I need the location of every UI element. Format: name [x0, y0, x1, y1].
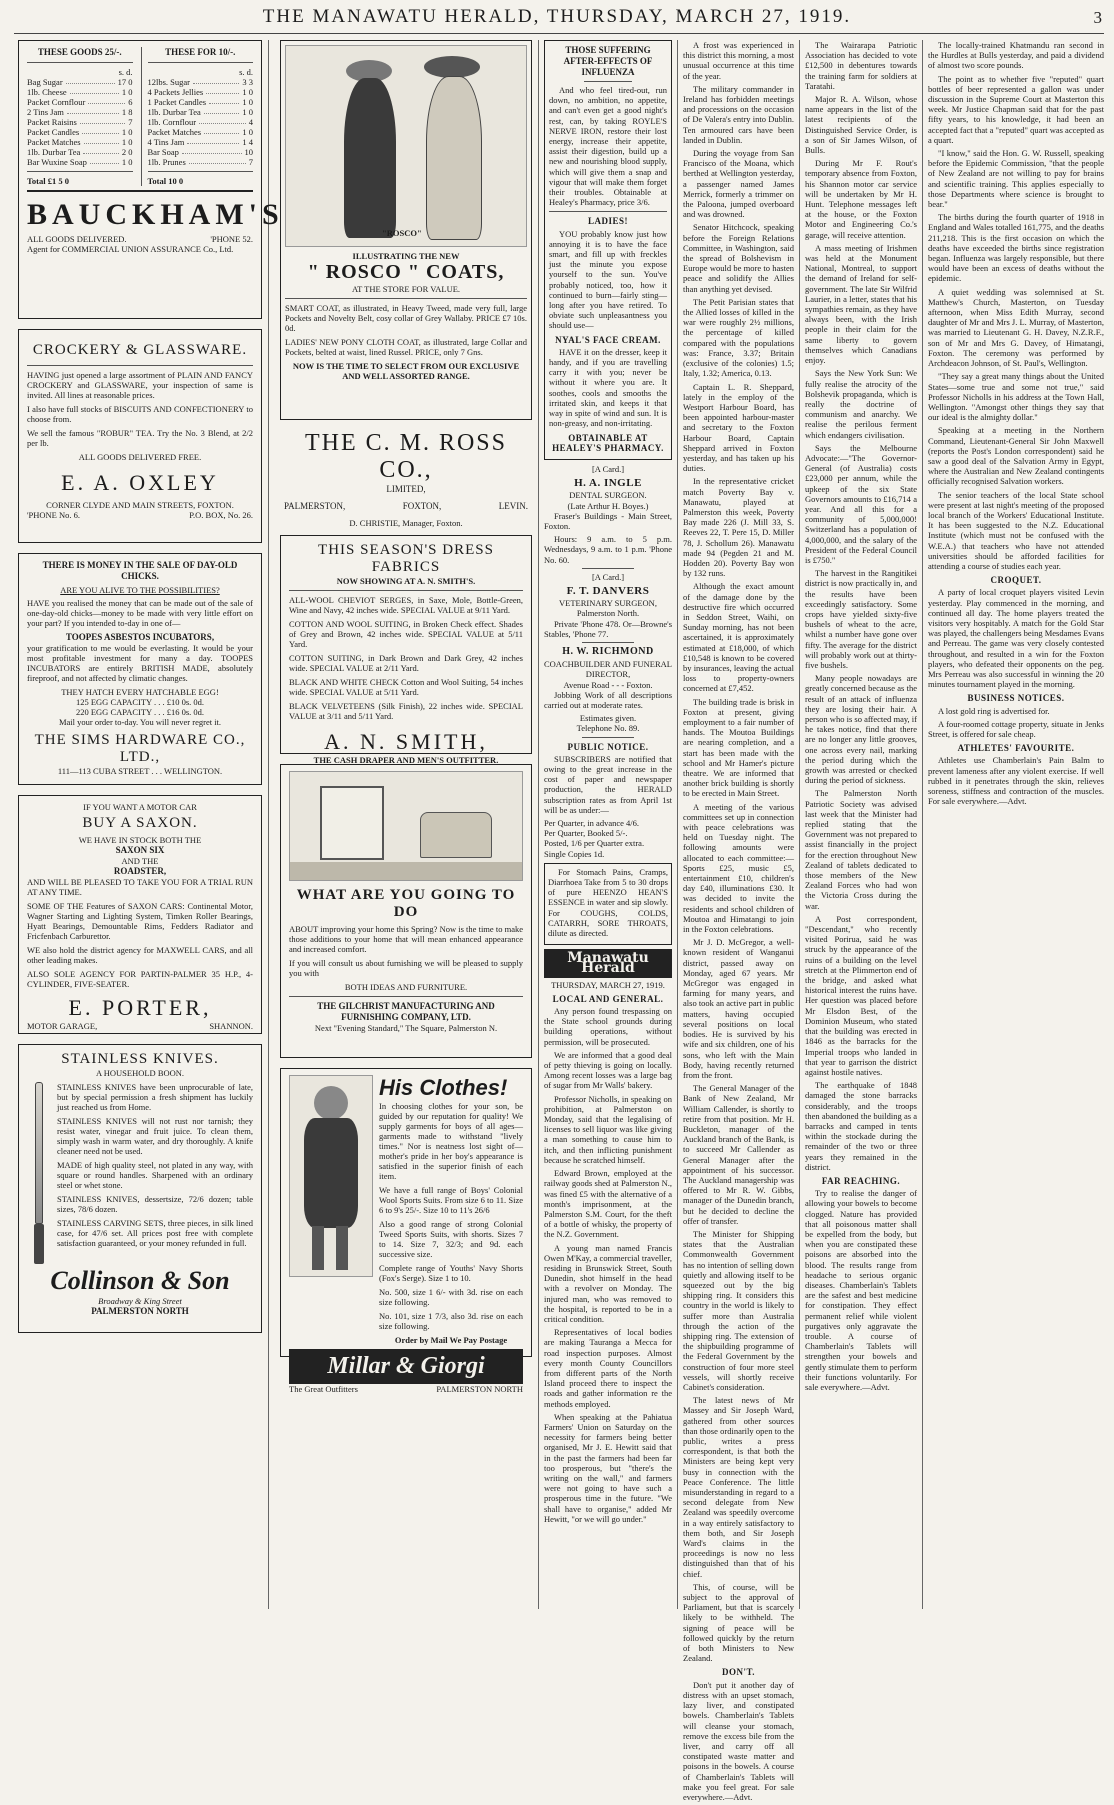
price-row	[148, 137, 254, 147]
boy-illustration	[289, 1075, 373, 1277]
list-heading: THESE GOODS 25/-.	[37, 47, 122, 57]
leader-dots	[70, 87, 119, 94]
richmond-name: H. W. RICHMOND	[562, 645, 654, 657]
ad-title: THERE IS MONEY IN THE SALE OF DAY-OLD CHICKS.	[42, 560, 238, 581]
news-paragraph: Representatives of local bodies are making Tauranga a Mecca for road inspection purposes. Almost every month County Councillors from different parts of the North Island proceed there to inspect the roads and gather information re the methods employed.	[544, 1327, 672, 1409]
price-row	[27, 127, 133, 137]
list-heading: THESE FOR 10/-.	[165, 47, 236, 57]
leader-dots	[182, 147, 242, 154]
millar-logo: Millar & Giorgi	[289, 1349, 523, 1384]
list-total: Total 10 0	[147, 176, 184, 186]
item-name: 1lb. Cheese	[27, 87, 67, 97]
ad-title: His Clothes!	[379, 1075, 508, 1100]
item-name: 4 Tins Jam	[147, 137, 185, 147]
news-paragraph: The building trade is brisk in Foxton at present, giving employment to a fair number of hands. The Moutoa Buildings are nearing completion, and a start has been made with the school and Mr Hamer's picture theatre. We are informed that another brick building is shortly to be erected in Main Street.	[683, 696, 794, 799]
leader-dots	[204, 127, 239, 134]
news-paragraph: When speaking at the Pahiatua Farmers' Union on Saturday on the necessity for farmers being better organised, Mr J. E. Hewitt said that in the past the farmers had been far too prosperous, but "there's the writing on the wall," and farmers were not going to have such a prosperous time in the future. "We shall have to organise," added Mr Hewitt, "or we will go under."	[544, 1411, 672, 1524]
price-row	[148, 107, 254, 117]
item-price: 1 0	[242, 87, 253, 97]
ad-title: STAINLESS KNIVES.	[61, 1051, 219, 1067]
ad-title: BUY A SAXON.	[82, 815, 198, 831]
item-name: Bar Soap	[147, 147, 179, 157]
price-row	[148, 157, 254, 167]
item-price: 1 0	[121, 127, 133, 137]
price-row	[148, 127, 254, 137]
news-paragraph: The latest news of Mr Massey and Sir Joseph Ward, gathered from other sources than those ordinarily open to the public, writes a press correspondent, is that both the Ministers are being kept very busy in connection with the Peace Conference. The little misunderstanding in regard to a second delegate from New Zealand was speedily overcome in a way entirely satisfactory to them both, and Sir Joseph Ward's claims in the proceedings is now no less distinguished than that of his chief.	[683, 1395, 794, 1579]
oxley-ad: CROCKERY & GLASSWARE. HAVING just opened a large assortment of PLAIN AND FANCY CROCKERY and GLASSWARE, your inspection of same is invited. All lines at reasonable prices. I also have full stocks of BISCUITS AND CONFECTIONERY to choose from. We sell the famous "ROBUR" TEA. Try the No. 3 Blend, at 2/2 per lb. ALL GOODS DELIVERED FREE. E. A. OXLEY CORNER CLYDE AND MAIN STREETS, FOXTON. 'PHONE No. 6. P.O. BOX, No. 26.	[18, 329, 262, 543]
leader-dots	[187, 137, 239, 144]
column-divider	[922, 40, 923, 1609]
price-row	[148, 147, 254, 157]
leader-dots	[199, 117, 246, 124]
price-row	[27, 97, 133, 107]
bauckham-list-right: THESE FOR 10/-. s. d. 12lbs. Sugar 3 3 4 Packets Jellies 1 0 1 Packet Candles 1 0 1lb. Durbar Tea 1 0 1lb. Cornflour 4 Packet Matches 1 0 4 Tins Jam 1 4 Bar Soap 10 1lb. Prunes 7 Total 10 0	[141, 47, 254, 186]
news-paragraph: Professor Nicholls, in speaking on prohibition, at Palmerston on Monday, said that the legalising of licenses to sell liquor was like giving a man something to cause him to itch, and then inflicting punishment because he scratched himself.	[544, 1093, 672, 1165]
sims-hardware-ad: THERE IS MONEY IN THE SALE OF DAY-OLD CHICKS. ARE YOU ALIVE TO THE POSSIBILITIES? HAVE you realised the money that can be made out of the sale of one-day-old chicks—money to be made with very little effort on your part? If you intended to-day in one of— TOOPES ASBESTOS INCUBATORS, your gratification to me would be everlasting. It would be your most profitable investment for many a day. TOOPES INCUBATORS are entirely BRITISH MADE, absolutely fireproof, and not affected by climatic changes. THEY HATCH EVERY HATCHABLE EGG! 125 EGG CAPACITY . . . £10 0s. 0d. 220 EGG CAPACITY . . . £16 0s. 0d. Mail your order to-day. You will never regret it. THE SIMS HARDWARE CO., LTD., 111—113 CUBA STREET . . . WELLINGTON.	[18, 553, 262, 785]
leader-dots	[209, 97, 239, 104]
ross-town: LEVIN.	[498, 501, 528, 511]
ad-column-left	[18, 40, 284, 1343]
news-paragraph: Senator Hitchcock, speaking before the Foreign Relations Committee, in Washington, said the spread of Bolshevism in Europe would be more to hasten peace and solidify the Allies than anything yet devised.	[683, 222, 794, 294]
leader-dots	[83, 147, 119, 154]
item-price: 6	[128, 97, 133, 107]
news-paragraph: We are informed that a good deal of petty thieving is going on locally. Among recent losses was a large bag of sugar from Mr Walls' bakery.	[544, 1049, 672, 1091]
ross-name: THE C. M. ROSS CO.,	[304, 430, 508, 483]
leader-dots	[204, 107, 240, 114]
news-paragraph: Mr J. D. McGregor, a well-known resident of Wanganui district, passed away on Monday, aged 67 years. Mr McGregor was engaged in farming for many years, and also took an active part in public matters, having occupied several positions on local bodies. He is survived by his wife and six children, one of his sons, who left with the Main Body, having recently returned from the front.	[683, 937, 794, 1080]
item-price: 10	[244, 147, 253, 157]
news-paragraph: The military commander in Ireland has forbidden meetings and processions on the occasion of De Valera's entry into Dublin. Ten armoured cars have been landed in Dublin.	[683, 83, 794, 145]
news-paragraph: A mass meeting of Irishmen was held at the Monument National, Montreal, to support the demand of Ireland for self-government. The late Sir Wilfrid Laurier, in a letter, states that his sympathies remain, as they have always been, with the Irish people in their claim for the same liberty to govern themselves which Canadians enjoy.	[805, 242, 917, 366]
ad-title: WHAT ARE YOU GOING TO DO	[296, 887, 516, 920]
price-row	[27, 87, 133, 97]
news-paragraph: "I know," said the Hon. G. W. Russell, speaking before the Epidemic Commission, "that the people of New Zealand are not willing to pay for brains and scientific training. This applies especially to those Departments where science is brought to bear."	[928, 148, 1104, 210]
price-row	[27, 117, 133, 127]
item-name: Bag Sugar	[27, 77, 63, 87]
news-paragraph: The births during the fourth quarter of 1918 in England and Wales totalled 161,775, and the deaths 211,218. This is the first occasion on which the deaths have exceeded the births since registration began. Influenza was largely responsible, but there would have been an excess of deaths without the epidemic.	[928, 212, 1104, 284]
item-price: 4	[248, 117, 253, 127]
masthead: THE MANAWATU HERALD, THURSDAY, MARCH 27, 1919.	[262, 6, 852, 27]
news-paragraph: "They say a great many things about the United States—some true and some not true," said Professor Nicholls in his address at the Town Hall, Wellington. "Amongst other things they say that our ideal is the almighty dollar."	[928, 371, 1104, 423]
news-paragraph: The locally-trained Khatmandu ran second in the Hurdles at Bulls yesterday, and paid a dividend of almost two score pounds.	[928, 40, 1104, 71]
news-paragraph: Many people nowadays are greatly concerned because as the result of an attack of influenza they are losing their hair. A person who is so affected may, if he takes notice, find that there are no longer any little grooves, one across every nail, marking the period during which the growth was arrested or checked during the period of sickness.	[805, 673, 917, 786]
rate-line: Posted, 1/6 per Quarter extra.	[544, 838, 645, 849]
gilchrist-name: THE GILCHRIST MANUFACTURING AND FURNISHING COMPANY, LTD.	[317, 1001, 495, 1022]
news-paragraph: Although the exact amount of the damage done by the destructive fire which occurred in Seddon Street, Waihi, on Sunday morning, has not been ascertained, it is approximately estimated at £18,000, of which £10,548 is known to be covered by insurances, leaving the actual loss to property-owners concerned at £7,452.	[683, 581, 794, 694]
price-row	[148, 77, 254, 87]
item-name: 4 Packets Jellies	[147, 87, 204, 97]
porter-name: E. PORTER,	[68, 995, 212, 1020]
page-number: 3	[1093, 8, 1102, 27]
news-paragraph: Says the New York Sun: We fully realise the atrocity of the Bolshevik propaganda, which is really the doctrine of communism and anarchy. We realise the perilous ferment which endangers civilisation.	[805, 368, 917, 440]
news-paragraph: A frost was experienced in this district this morning, a most unusual occurrence at this time of the year.	[683, 40, 794, 81]
news-paragraph: Captain L. R. Sheppard, lately in the employ of the Westport Harbour Board, has been appointed harbour-master and secretary to the Foxton Harbour Board, Captain Sheppard arrived in Foxton yesterday, and has taken up his duties.	[683, 381, 794, 474]
item-name: Packet Matches	[27, 137, 81, 147]
news-paragraph: The Minister for Shipping states that the Australian Commonwealth Government has no intention of selling down quietly and allowing itself to be squeezed out by the big shipping ring. It considers this country in the world is likely to suffer more than Australia through the action of the shipping ring. The extension of the shipbuilding programme of the Federal Government by the construction of four more steel vessels, will shortly receive Cabinet's consideration.	[683, 1228, 794, 1392]
item-price: 1 0	[242, 107, 253, 117]
price-row	[27, 147, 133, 157]
ross-town: FOXTON,	[402, 501, 442, 511]
fabric-line: COTTON SUITING, in Dark Brown and Dark Grey, 42 inches wide. SPECIAL VALUE at 2/11 Yard.	[289, 653, 523, 673]
item-price: 17 0	[117, 77, 133, 87]
news-paragraph: During the voyage from San Francisco of the Moana, which berthed at Wellington yesterday, a passenger named James Merrick, formerly a trimmer on the Paloona, jumped overboard and was drowned.	[683, 148, 794, 220]
item-price: 2 0	[121, 147, 133, 157]
item-price: 7	[248, 157, 253, 167]
ad-title: THIS SEASON'S DRESS FABRICS	[318, 542, 494, 575]
news-paragraph: A quiet wedding was solemnised at St. Matthew's Church, Masterton, on Tuesday afternoon, when Miss Edith Murray, second daughter of Mr and Mrs J. L. Murray, of Masterton, was married to Lieutenant G. H. Davey, N.Z.R.F., son of Mr and Mrs G. Davey, of Himatangi, Foxton. The ceremony was performed by Archdeacon Johnson, of St. Paul's, Wellington.	[928, 286, 1104, 369]
bauckham-list-left: THESE GOODS 25/-. s. d. Bag Sugar 17 0 1lb. Cheese 1 0 Packet Cornflour 6 2 Tins Jam 1 8 Packet Raisins 7 Packet Candles 1 0 Packet Matches 1 0 1lb. Durbar Tea 2 0 Bar Wuxine Soap 1 0 Total £1 5 0	[27, 47, 133, 186]
price-row	[27, 157, 133, 167]
news-paragraph: The Wairarapa Patriotic Association has decided to vote £12,500 in debentures towards the training farm for soldiers at Taratahi.	[805, 40, 917, 91]
item-name: Packet Matches	[147, 127, 202, 137]
news-paragraph: The senior teachers of the local State school were present at last night's meeting of the proposed local branch of the Workers' Educational Institute. It has been suggested to the N.Z. Educational Institute (which must not be confused with the W.E.A.) that teachers who have not attended universities should be afforded facilities for attending a course of studies each year.	[928, 489, 1104, 571]
leader-dots	[66, 77, 115, 84]
collinson-ad: STAINLESS KNIVES. A HOUSEHOLD BOON. STAINLESS KNIVES have been unprocurable of late, but by special permission a fresh shipment has luckily just reached us from Home. STAINLESS KNIVES will not rust nor tarnish; they resist water, vinegar and fruit juice. To clean them, simply wash in warm water, and dry thoroughly. A knife cleaner need not be used. MADE of high quality steel, not plated in any way, with square or round handles. Sharpened with an ordinary steel or whet stone. STAINLESS KNIVES, dessertsize, 72/6 dozen; table sizes, 78/6 dozen. STAINLESS CARVING SETS, three pieces, in silk lined case, for 47/6 set. All prices post free with complete satisfaction guaranteed, or your money refunded in full. Collinson & Son Broadway & King Street PALMERSTON NORTH	[18, 1044, 262, 1333]
fabric-line: COTTON AND WOOL SUITING, in Broken Check effect. Shades of Grey and Brown, 42 inches wide. SPECIAL VALUE at 5/11 Yard.	[289, 619, 523, 649]
column-divider	[268, 40, 269, 1609]
ross-co-ad: THE C. M. ROSS CO., LIMITED, PALMERSTON, FOXTON, LEVIN. D. CHRISTIE, Manager, Foxton.	[280, 430, 532, 525]
news-column-6: The locally-trained Khatmandu ran second in the Hurdles at Bulls yesterday, and paid a dividend of almost two score pounds. The point as to whether five "reputed" quart bottles of beer represented a gallon was under discussion in the Supreme Court at Masterton this week. Mr Justice Chapman said that for the past fifty years, to his knowledge, it had been an accepted fact that a "reputed" quart was accepted as a quart. "I know," said the Hon. G. W. Russell, speaking before the Epidemic Commission, "that the people of New Zealand are not willing to pay for brains and scientific training. This applies especially to those Departments where science is brought to bear." The births during the fourth quarter of 1918 in England and Wales totalled 161,775, and the deaths 211,218. This is the first occasion on which the deaths have exceeded the births since registration began. Influenza was largely responsible, but there would have been an excess of deaths without the epidemic. A quiet wedding was solemnised at St. Matthew's Church, Masterton, on Tuesday afternoon, when Miss Edith Murray, second daughter of Mr and Mrs J. L. Murray, of Masterton, was married to Lieutenant G. H. Davey, N.Z.R.F., son of Mr and Mrs G. Davey, of Himatangi, Foxton. The ceremony was performed by Archdeacon Johnson, of St. Paul's, Wellington. "They say a great many things about the United States—some true and some not true," said Professor Nicholls in his address at the Town Hall, Wellington. "Amongst other things they say that our ideal is the almighty dollar." Speaking at a meeting in the Northern Command, Lieutenant-General Sir John Maxwell (reports the Post's London correspondent) said he saw a good deal of the Salvation Army in Egypt, where the Australian and New Zealand contingents officially recognised Salvation workers. The senior teachers of the local State school were present at last night's meeting of the proposed local branch of the Workers' Educational Institute. It has been suggested to the N.Z. Educational Institute (which must not be confused with the W.E.A.) that teachers who have not attended universities should be afforded facilities for attending a course of studies each year. CROQUET. A party of local croquet players visited Levin yesterday. Play commenced in the morning, and continued all day. The home players treated the visitors very hospitably. A match for the Gold Star was played, the challengers being Mesdames Evans and Perreau. The game was very closely contested throughout, and resulted in a win for the Foxton players, who defeated their opponents on the peg. Mrs Perreau was also successful in winning the 20 minutes tournament played in the morning. BUSINESS NOTICES. A lost gold ring is advertised for. A four-roomed cottage property, situate in Jenks Street, is offered for sale cheap. ATHLETES' FAVOURITE. Athletes use Chamberlain's Pain Balm to prevent lameness after any violent exercise. If well rubbed in it penetrates through the skin, relieves soreness, stiffness and contraction of the muscles. For sale everywhere.—Advt.	[928, 40, 1104, 807]
item-name: 12lbs. Sugar	[147, 77, 190, 87]
item-name: 1lb. Prunes	[147, 157, 186, 167]
rate-line: Single Copies 1d.	[544, 848, 605, 859]
item-name: 1 Packet Candles	[147, 97, 207, 107]
bauckham-ad: THESE GOODS 25/-. s. d. Bag Sugar 17 0 1lb. Cheese 1 0 Packet Cornflour 6 2 Tins Jam 1 8 Packet Raisins 7 Packet Candles 1 0 Packet Matches 1 0 1lb. Durbar Tea 2 0 Bar Wuxine Soap 1 0 Total £1 5 0 THESE FOR 10/-. s. d. 12lbs. Sugar 3 3 4 Packets Jellies 1 0 1 Packet Candles 1 0 1lb. Durbar Tea 1 0 1lb. Cornflour 4 Packet Matches 1 0 4 Tins Jam 1 4 Bar Soap 10 1lb. Prunes 7 Total 10 0 BAUCKHAM'S ALL GOODS DELIVERED. 'PHONE 52. Agent for COMMERCIAL UNION ASSURANCE Co., Ltd.	[18, 40, 262, 319]
bauckham-name: BAUCKHAM'S	[27, 198, 284, 231]
item-price: 1 8	[121, 107, 133, 117]
news-paragraph: The point as to whether five "reputed" quart bottles of beer represented a gallon was under discussion in the Supreme Court at Masterton this week. Mr Justice Chapman said that for the past fifty years, to his knowledge, it had been an accepted fact that a "reputed" quart was accepted as a quart.	[928, 73, 1104, 145]
sims-name: THE SIMS HARDWARE CO.,	[34, 732, 246, 748]
item-price: 1 0	[121, 87, 133, 97]
smith-name: A. N. SMITH,	[324, 729, 488, 754]
danvers-name: F. T. DANVERS	[566, 584, 650, 597]
news-column-4: A frost was experienced in this district this morning, a most unusual occurrence at this time of the year. The military commander in Ireland has forbidden meetings and processions on the occasion of De Valera's entry into Dublin. Ten armoured cars have been landed in Dublin. During the voyage from San Francisco of the Moana, which berthed at Wellington yesterday, a passenger named James Merrick, formerly a trimmer on the Paloona, jumped overboard and was drowned. Senator Hitchcock, speaking before the Foreign Relations Committee, in Washington, said the spread of Bolshevism in Europe would be more to hasten peace and solidify the Allies than anything yet devised. The Petit Parisian states that the Allied losses of killed in the war were roughly 2½ millions, the percentage of killed compared with the populations was: France, 3.37; Britain (exclusive of the colonies) 1.5; Italy, 1.32; America, 0.13. Captain L. R. Sheppard, lately in the employ of the Westport Harbour Board, has been appointed harbour-master and secretary to the Foxton Harbour Board, Captain Sheppard arrived in Foxton yesterday, and has taken up his duties. In the representative cricket match Poverty Bay v. Manawatu, played at Palmerston this week, Poverty Bay made 226 (J. Mill 33, S. Reeves 22, T. Pere 15, D. Miller 78, J. Schollum 26). Manawatu made 94 (Pegden 21 and M. Hodden 20). Poverty Bay won by 132 runs. Although the exact amount of the damage done by the destructive fire which occurred in Seddon Street, Waihi, on Sunday morning, has not been ascertained, it is approximately estimated at £18,000, of which £10,548 is known to be covered by insurances, leaving the actual loss to property-owners concerned at £7,452. The building trade is brisk in Foxton at present, giving employment to a fair number of hands. The Moutoa Buildings are nearing completion, and a start has been made with the school and Mr Hamer's picture theatre. We are informed that another brick building is shortly to be erected in Main Street. A meeting of the various committees set up in connection with peace celebrations was held on Tuesday night. The following amounts were allocated to each committee:—Sports £25, music £5, entertainment £10, children's day £40, illuminations £30. It was decided to invite the residents and school children of Moutoa and Himatangi to join in the Foxton celebrations. Mr J. D. McGregor, a well-known resident of Wanganui district, passed away on Monday, aged 67 years. Mr McGregor was engaged in farming for many years, and also took an active part in public matters, having occupied several positions on local bodies. He is survived by his wife and six children, one of his sons, who left with the Main Body, having recently returned from the front. The General Manager of the Bank of New Zealand, Mr William Callender, is shortly to retire from that position. Mr H. Buckleton, manager of the Auckland branch of the Bank, is to succeed Mr Callender as General Manager after the appointment of his successor. The Auckland managership was offered to Mr R. W. Gibbs, manager of the Dunedin branch, but he decided to decline the offer of transfer. The Minister for Shipping states that the Australian Commonwealth Government has no intention of selling down quietly and allowing itself to be squeezed out by the big shipping ring. It considers this country in the world is likely to suffer more than Australia through the action of the shipping ring. The extension of the shipbuilding programme of the Federal Government by the construction of four more steel vessels, will shortly receive Cabinet's consideration. The latest news of Mr Massey and Sir Joseph Ward, gathered from other sources than those ordinarily open to the public, writes a press correspondent, is that both the Ministers are being kept very busy in connection with the Peace Conference. The little misunderstanding in regard to a second delegate from New Zealand was speedily overcome in a way entirely satisfactory to them both, and Sir Joseph Ward's claims in the proceedings is now no less distinguished than that of his chief. This, of course, will be subject to the approval of Parliament, but that is scarcely likely to be withheld. The signing of peace will be followed quickly by the return of both Ministers to New Zealand. DON'T. Don't put it another day of distress with an upset stomach, lazy liver, and constipated bowels. Chamberlain's Tablets will cleanse your stomach, remove the excess bile from the liver, and carry off all constipated waste matter and poisons in the bowels. A course of Chamberlain's Tablets will make you feel great. For sale everywhere.—Advt.	[683, 40, 794, 1802]
saxon-ad: IF YOU WANT A MOTOR CAR BUY A SAXON. WE HAVE IN STOCK BOTH THE SAXON SIX AND THE ROADSTER, AND WILL BE PLEASED TO TAKE YOU FOR A TRIAL RUN AT ANY TIME. SOME OF THE Features of SAXON CARS: Continental Motor, Wagner Starting and Lighting System, Timken Roller Bearings, Hyatt Bearings, Demountable Rims, Fedders Radiator and Fricfenbach Carburettor. WE also hold the district agency for MAXWELL CARS, and all other leading makes. ALSO SOLE AGENCY FOR PARTIN-PALMER 35 H.P., 4-CYLINDER, FIVE-SEATER. E. PORTER, MOTOR GARAGE, SHANNON.	[18, 795, 262, 1034]
leader-dots	[193, 77, 239, 84]
leader-dots	[189, 157, 246, 164]
item-price: 1 0	[242, 127, 253, 137]
price-row	[148, 97, 254, 107]
item-price: 1 0	[242, 97, 253, 107]
leader-dots	[206, 87, 239, 94]
news-paragraph: The General Manager of the Bank of New Zealand, Mr William Callender, is shortly to retire from that position. Mr H. Buckleton, manager of the Auckland branch of the Bank, is to succeed Mr Callender as General Manager after the appointment of his successor. The Auckland managership was offered to Mr R. W. Gibbs, manager of the Dunedin branch, but he decided to decline the offer of transfer.	[683, 1083, 794, 1226]
ad-title: CROCKERY & GLASSWARE.	[32, 342, 248, 358]
news-paragraph: A young man named Francis Owen M'Kay, a commercial traveller, residing in Brunswick Street, South Dunedin, shot himself in the head with a revolver on Monday. The injured man, who was removed to the hospital, is reported to be in a critical condition.	[544, 1242, 672, 1324]
millar-giorgi-ad: His Clothes! In choosing clothes for your son, be guided by our reputation for quality! We supply garments for boys of all ages—garments made to withstand "lively times." Nor is neatness lost sight of—mother's pride in her boy's appearance is satisfied in the superior finish of each item. We have a full range of Boys' Colonial Wool Sports Suits. From size 6 to 11. Size 6 to 9's 25/-. Size 10 to 11's 26/6 Also a good range of strong Colonial Tweed Sports Suits, with shorts. Sizes 7 to 14. Size 7, 32/3; and 9d. each successive size. Complete range of Youths' Navy Shorts (Fox's Serge). Size 1 to 10. No. 500, size 1 6/- with 3d. rise on each size following. No. 101, size 1 7/3, also 3d. rise on each size following. Order by Mail We Pay Postage Millar & Giorgi The Great Outfitters PALMERSTON NORTH	[280, 1068, 532, 1357]
item-name: Packet Cornflour	[27, 97, 86, 107]
leader-dots	[67, 107, 119, 114]
fabric-line: ALL-WOOL CHEVIOT SERGES, in Saxe, Mole, Bottle-Green, Wine and Navy, 42 inches wide. SPECIAL VALUE at 9/11 Yard.	[289, 595, 523, 615]
leader-dots	[90, 157, 119, 164]
item-name: 2 Tins Jam	[27, 107, 64, 117]
news-paragraph: This, of course, will be subject to the approval of Parliament, but that is scarcely likely to be withheld. The signing of peace will be followed quickly by the return of both Ministers to New Zealand.	[683, 1581, 794, 1664]
news-paragraph: Major R. A. Wilson, whose name appears in the list of the latest recipients of the Distinguished Service Order, is a son of Sir James Wilson, of Bulls.	[805, 94, 917, 156]
item-name: Packet Raisins	[27, 117, 77, 127]
rosco-coats-ad: "ROSCO" ILLUSTRATING THE NEW " ROSCO " COATS, AT THE STORE FOR VALUE. SMART COAT, as illustrated, in Heavy Tweed, made very full, large Pockets and Novelty Belt, cosy collar of Grey Wallaby. PRICE £7 10s. 0d. LADIES' NEW PONY CLOTH COAT, as illustrated, large Collar and Pockets, belted at waist, lined Russel. PRICE, only 7 Gns. NOW IS THE TIME TO SELECT FROM OUR EXCLUSIVE AND WELL ASSORTED RANGE.	[280, 40, 532, 420]
news-paragraph: The Petit Parisian states that the Allied losses of killed in the war were roughly 2½ millions, the percentage of killed compared with the populations was: France, 3.37; Britain (exclusive of the colonies) 1.5; Italy, 1.32; America, 0.13.	[683, 296, 794, 379]
list-total: Total £1 5 0	[27, 176, 69, 186]
news-paragraph: In the representative cricket match Poverty Bay v. Manawatu, played at Palmerston this week, Poverty Bay made 226 (J. Mill 33, S. Reeves 22, T. Pere 15, D. Miller 78, J. Schollum 26). Manawatu made 94 (Pegden 21 and M. Hodden 20). Poverty Bay won by 132 runs.	[683, 476, 794, 579]
price-row	[148, 87, 254, 97]
heenzo-ad: For Stomach Pains, Cramps, Diarrhoea Take from 5 to 30 drops of pure HEENZO HEAN'S ESSENCE in water and sip slowly. For COUGHS, COLDS, CATARRH, SORE THROATS, dilute as directed.	[544, 863, 672, 945]
news-paragraph: A meeting of the various committees set up in connection with peace celebrations was held on Tuesday night. The following amounts were allocated to each committee:—Sports £25, music £5, entertainment £10, children's day £40, illuminations £30. It was decided to invite the residents and school children of Moutoa and Himatangi to join in the Foxton celebrations.	[683, 801, 794, 935]
ingle-name: H. A. INGLE	[574, 477, 642, 490]
coats-illustration	[285, 45, 527, 247]
knife-illustration	[27, 1082, 51, 1264]
oxley-name: E. A. OXLEY	[61, 470, 219, 495]
news-column-5: The Wairarapa Patriotic Association has decided to vote £12,500 in debentures towards the training farm for soldiers at Taratahi. Major R. A. Wilson, whose name appears in the list of the latest recipients of the Distinguished Service Order, is a son of Sir James Wilson, of Bulls. During Mr F. Rout's temporary absence from Foxton, his Shannon motor car service will be undertaken by Mr H. Hunt. Telephone messages left at the house, or the Foxton Motor and Engineering Co.'s garage, will receive attention. A mass meeting of Irishmen was held at the Monument National, Montreal, to support the demand of Ireland for self-government. The late Sir Wilfrid Laurier, in a letter, states that his sympathies remain, as they have always been, with the Irish people in their claim for the same liberty to govern themselves which Canadians enjoy. Says the New York Sun: We fully realise the atrocity of the Bolshevik propaganda, which is really the doctrine of communism and anarchy. We realise the perilous ferment which endangers civilisation. Says the Melbourne Advocate:—"The Governor-General (of Australia) costs £23,000 per annum, while the upkeep of the six State Governors amounts to £16,714 a year. And all this for a community of 5,000,000! Switzerland has a population of 4,000,000, and the salary of the President of the Federal Council is £750." The harvest in the Rangitikei district is now practically in, and the results have been exceedingly satisfactory. Some crops have yielded sixty-five bushels of wheat to the acre, whilst a number have gone over fifty. The average for the district will probably work out at thirty-five bushels. Many people nowadays are greatly concerned because as the result of an attack of influenza they are losing their hair. A person who is so affected may, if he takes notice, find that there are no longer any little grooves, one across every nail, marking the period during which the growth was arrested or checked during the period of sickness. The Palmerston North Patriotic Society was advised last week that the Minister had replied stating that the Government was not prepared to assist financially in the project for the erection throughout New Zealand of tablets dedicated to those members of the New Zealand Forces who had won the Victoria Cross during the war. A Post correspondent, "Descendant," who recently visited Porirua, said he was struck by the appearance of the ruins of a building on the level stretch at the Plimmerton end of the bridge, and asked what historical interest the ruins have. Her question was placed before Mr Elsdon Best, of the Dominion Museum, who stated that the building was erected in 1846 as the barracks for the Imperial troops who landed in that year to garrison the district against hostile natives. The earthquake of 1848 damaged the stone barracks considerably, and the troops then abandoned the building as a barracks and camped in tents within the stockade during the remainder of the two or three years they remained in the district. FAR REACHING. Try to realise the danger of allowing your bowels to become clogged. Nature has provided that all poisonous matter shall be expelled from the body, but when you are constipated these poisons are absorbed into the blood. The results range from headache to serious organic diseases. Chamberlain's Tablets are the safest and best medicine for constipation. They effect permanent relief while violent purgatives only aggravate the trouble. A course of Chamberlain's Tablets will strengthen your bowels and gently stimulate them to perform their functions voluntarily. For sale everywhere.—Advt.	[805, 40, 917, 1392]
rosco-label: "ROSCO"	[382, 228, 422, 238]
price-row	[27, 77, 133, 87]
price-row	[27, 137, 133, 147]
ross-town: PALMERSTON,	[284, 501, 346, 511]
item-price: 7	[128, 117, 133, 127]
news-paragraph: During Mr F. Rout's temporary absence from Foxton, his Shannon motor car service will be undertaken by Mr H. Hunt. Telephone messages left at the house, or the Foxton Motor and Engineering Co.'s garage, will receive attention.	[805, 158, 917, 240]
fabric-line: BLACK AND WHITE CHECK Cotton and Wool Suiting, 54 inches wide. SPECIAL VALUE at 5/11 Yard.	[289, 677, 523, 697]
ad-column-middle	[280, 40, 532, 1394]
royle-ad: THOSE SUFFERING AFTER-EFFECTS OF INFLUENZA And who feel tired-out, run down, no ambition, no appetite, and can't even get a good night's rest, can, by taking ROYLE'S NERVE IRON, restore their lost energy, increase their appetite, assist their digestion, build up a new and nourishing blood supply, which will give them a snap and vigour that will make them forget their troubles. Obtainable at Healey's Pharmacy, price 3/6. LADIES! YOU probably know just how annoying it is to have the face smart, and fill up with freckles just the minute you expose yourself to the sun. You've probably noticed, too, how it continued to burn—fairly sting—long after you have retired. To obviate such unpleasantness you should use— NYAL'S FACE CREAM. HAVE it on the dresser, keep it handy, and if you are travelling carry it with you; never be without it where you are. It soothes, cools and smooths the irritated skin, and keeps it that way in spite of wind and sun. It is non-greasy, and non-irritating. OBTAINABLE AT HEALEY'S PHARMACY.	[544, 40, 672, 460]
leader-dots	[84, 137, 119, 144]
item-price: 3 3	[242, 77, 253, 87]
room-illustration	[289, 771, 523, 881]
item-price: 1 0	[121, 157, 133, 167]
leader-dots	[80, 117, 125, 124]
collinson-logo: Collinson & Son	[50, 1266, 230, 1295]
fabric-line: BLACK VELVETEENS (Silk Finish), 22 inches wide. SPECIAL VALUE at 3/11 and 5/11 Yard.	[289, 701, 523, 721]
news-paragraph: The harvest in the Rangitikei district is now practically in, and the results have been exceedingly satisfactory. Some crops have yielded sixty-five bushels of wheat to the acre, whilst a number have gone over fifty. The average for the district will probably work out at thirty-five bushels.	[805, 568, 917, 670]
news-paragraph: The Palmerston North Patriotic Society was advised last week that the Minister had replied stating that the Government was not prepared to assist financially in the project for the erection throughout New Zealand of tablets dedicated to those members of the New Zealand Forces who had won the Victoria Cross during the war.	[805, 788, 917, 911]
column-divider	[799, 40, 800, 1609]
item-name: Packet Candles	[27, 127, 80, 137]
price-row	[27, 107, 133, 117]
column-divider	[538, 40, 539, 1609]
news-paragraph: Any person found trespassing on the State school grounds during building operations, without permission, will be prosecuted.	[544, 1006, 672, 1047]
item-name: 1lb. Cornflour	[147, 117, 197, 127]
news-paragraph: The earthquake of 1848 damaged the stone barracks considerably, and the troops then abandoned the building as a barracks and camped in tents within the stockade during the remainder of the two or three years they remained in the district.	[805, 1080, 917, 1172]
smith-ad: THIS SEASON'S DRESS FABRICS NOW SHOWING AT A. N. SMITH'S. ALL-WOOL CHEVIOT SERGES, in Saxe, Mole, Bottle-Green, Wine and Navy, 42 inches wide. SPECIAL VALUE at 9/11 Yard. COTTON AND WOOL SUITING, in Broken Check effect. Shades of Grey and Brown, 42 inches wide. SPECIAL VALUE at 5/11 Yard. COTTON SUITING, in Dark Brown and Dark Grey, 42 inches wide. SPECIAL VALUE at 2/11 Yard. BLACK AND WHITE CHECK Cotton and Wool Suiting, 54 inches wide. SPECIAL VALUE at 5/11 Yard. BLACK VELVETEENS (Silk Finish), 22 inches wide. SPECIAL VALUE at 3/11 and 5/11 Yard. A. N. SMITH, THE CASH DRAPER AND MEN'S OUTFITTER.	[280, 535, 532, 754]
news-paragraph: Edward Brown, employed at the railway goods shed at Palmerston N., was fined £5 with the alternative of a month's imprisonment, at the Palmerston S.M. Court, for the theft of a bottle of whisky, the property of the N.Z. Government.	[544, 1168, 672, 1240]
column-divider	[677, 40, 678, 1609]
rate-line: Per Quarter, in advance 4/6.	[544, 818, 640, 828]
item-name: 1lb. Durbar Tea	[27, 147, 81, 157]
news-paragraph: A Post correspondent, "Descendant," who recently visited Porirua, said he was struck by the appearance of the ruins of a building on the level stretch at the Plimmerton end of the bridge, and asked what historical interest the ruins have. Her question was placed before Mr Elsdon Best, of the Dominion Museum, who stated that the building was erected in 1846 as the barracks for the Imperial troops who landed in that year to garrison the district against hostile natives.	[805, 913, 917, 1077]
ad-title: " ROSCO " COATS,	[307, 261, 505, 283]
news-paragraph: Speaking at a meeting in the Northern Command, Lieutenant-General Sir John Maxwell (reports the Post's London correspondent) said he saw a good deal of the Salvation Army in Egypt, where the Australian and New Zealand contingents officially recognised Salvation workers.	[928, 425, 1104, 487]
news-paragraph: Says the Melbourne Advocate:—"The Governor-General (of Australia) costs £23,000 per annum, while the upkeep of the six State Governors amounts to £16,714 a year. And all this for a community of 5,000,000! Switzerland has a population of 4,000,000, and the salary of the President of the Federal Council is £750."	[805, 442, 917, 565]
leader-dots	[88, 97, 125, 104]
item-price: 1 4	[242, 137, 253, 147]
item-name: Bar Wuxine Soap	[27, 157, 87, 167]
item-name: 1lb. Durbar Tea	[147, 107, 201, 117]
masthead-rule	[14, 33, 1104, 34]
price-row	[148, 117, 254, 127]
herald-flag: Manawatu Herald	[544, 949, 672, 977]
rate-line: Per Quarter, Booked 5/-.	[544, 828, 628, 839]
item-price: 1 0	[121, 137, 133, 147]
news-column-3: THOSE SUFFERING AFTER-EFFECTS OF INFLUENZA And who feel tired-out, run down, no ambition, no appetite, and can't even get a good night's rest, can, by taking ROYLE'S NERVE IRON, restore their lost energy, increase their appetite, assist their digestion, build up a new and nourishing blood supply, which will give them a snap and vigour that will make them forget their troubles. Obtainable at Healey's Pharmacy, price 3/6. LADIES! YOU probably know just how annoying it is to have the face smart, and fill up with freckles just the minute you expose yourself to the sun. You've probably noticed, too, how it continued to burn—fairly sting—long after you have retired. To obviate such unpleasantness you should use— NYAL'S FACE CREAM. HAVE it on the dresser, keep it handy, and if you are travelling carry it with you; never be without it where you are. It soothes, cools and smooths the irritated skin, and keeps it that way in spite of wind and sun. It is non-greasy, and non-irritating. OBTAINABLE AT HEALEY'S PHARMACY. [A Card.] H. A. INGLE DENTAL SURGEON. (Late Arthur H. Boyes.) Fraser's Buildings - Main Street, Foxton. Hours: 9 a.m. to 5 p.m. Wednesdays, 9 a.m. to 1 p.m. 'Phone No. 60. [A Card.] F. T. DANVERS VETERINARY SURGEON, Palmerston North. Private 'Phone 478. Or—Browne's Stables, 'Phone 77. H. W. RICHMOND COACHBUILDER AND FUNERAL DIRECTOR, Avenue Road - - - Foxton. Jobbing Work of all descriptions carried out at moderate rates. Estimates given. Telephone No. 89. PUBLIC NOTICE. SUBSCRIBERS are notified that owing to the great increase in the cost of paper and newspaper production, the HERALD subscription rates as from April 1st will be as under:— Per Quarter, in advance 4/6. Per Quarter, Booked 5/-. Posted, 1/6 per Quarter extra. Single Copies 1d. For Stomach Pains, Cramps, Diarrhoea Take from 5 to 30 drops of pure HEENZO HEAN'S ESSENCE in water and sip slowly. For COUGHS, COLDS, CATARRH, SORE THROATS, dilute as directed. Manawatu Herald THURSDAY, MARCH 27, 1919. LOCAL AND GENERAL. Any person found trespassing on the State school grounds during building operations, without permission, will be prosecuted. We are informed that a good deal of petty thieving is going on locally. Among recent losses was a large bag of sugar from Mr Walls' bakery. Professor Nicholls, in speaking on prohibition, at Palmerston on Monday, said that the legalising of licenses to sell liquor was like giving a man something to cause him to itch, and then inflicting punishment because he scratched himself. Edward Brown, employed at the railway goods shed at Palmerston N., was fined £5 with the alternative of a month's imprisonment, at the Palmerston S.M. Court, for the theft of a bottle of whisky, the property of the N.Z. Government. A young man named Francis Owen M'Kay, a commercial traveller, residing in Brunswick Street, South Dunedin, shot himself in the head with a revolver on Monday. The injured man, who was removed to the hospital, is reported to be in a critical condition. Representatives of local bodies are making Tauranga a Mecca for road inspection purposes. Almost every month County Councillors from different parts of the North Island proceed there to inspect the roads and gather information re the methods employed. When speaking at the Pahiatua Farmers' Union on Saturday on the necessity for farmers being better organised, Mr J. E. Hewitt said that in the past the farmers had been far too prosperous, but "there's the writing on the wall," and farmers were not going to have such a prosperous time in the future. "We shall have to organise," added Mr Hewitt, "or we will go under."	[544, 40, 672, 1527]
gilchrist-ad: WHAT ARE YOU GOING TO DO ABOUT improving your home this Spring? Now is the time to make those additions to your home that will mean enhanced appearance and increased comfort. If you will consult us about furnishing we will be pleased to supply you with BOTH IDEAS AND FURNITURE. THE GILCHRIST MANUFACTURING AND FURNISHING COMPANY, LTD. Next "Evening Standard," The Square, Palmerston N.	[280, 764, 532, 1058]
leader-dots	[82, 127, 119, 134]
